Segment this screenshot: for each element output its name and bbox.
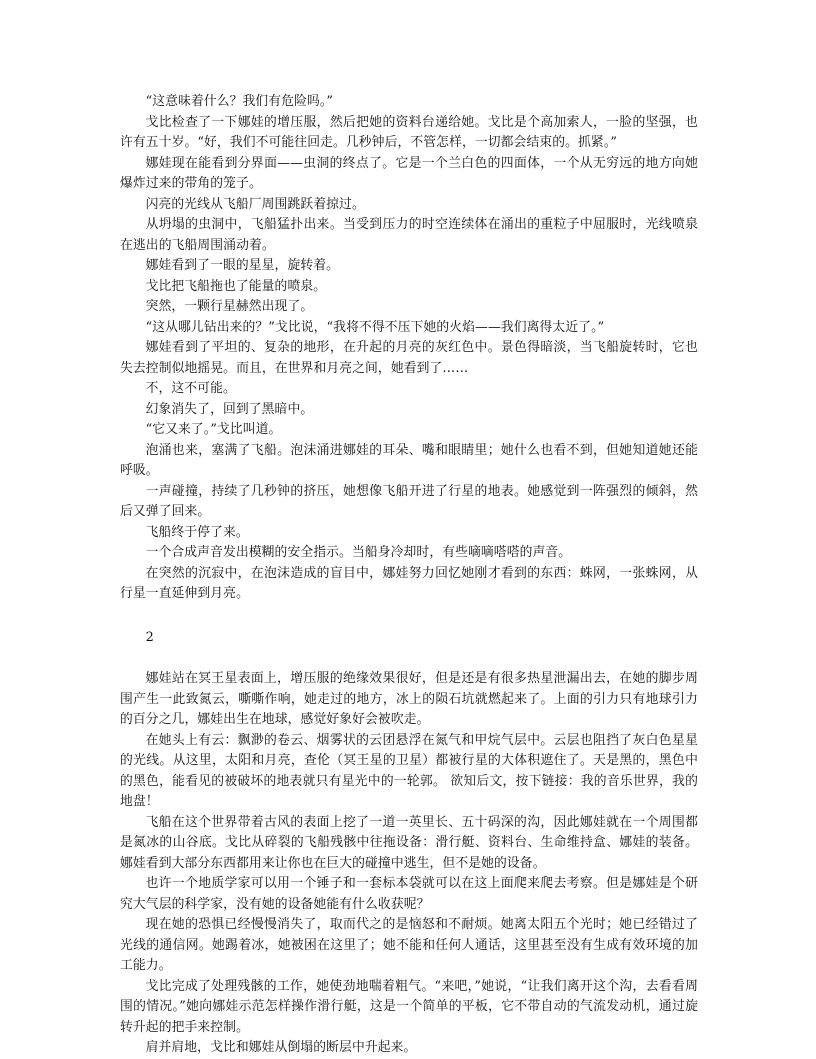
section-number: 2 (145, 629, 154, 645)
paragraph: 戈比把飞船拖也了能量的喷泉。 (145, 278, 327, 294)
paragraph: 戈比完成了处理残骸的工作，她使劲地喘着粗气。“来吧，”她说，“让我们离开这个沟，去看看周围的情况。”她向娜娃示范怎样操作滑行艇，这是一个简单的平板，它不带自动的气流发动机，通过旋转升起的把手来控制。 (120, 978, 698, 1035)
paragraph: 娜娃站在冥王星表面上，增压服的绝缘效果很好，但是还是有很多热星泄漏出去，在她的脚步周围产生一此致氮云，嘶嘶作响，她走过的地方，冰上的陨石坑就燃起来了。上面的引力只有地球引力的百分之几，娜娃出生在地球，感觉好象好会被吹走。 (120, 671, 698, 727)
paragraph: “这意味着什么？我们有危险吗。” (145, 94, 334, 109)
section-1 (120, 92, 698, 605)
paragraph: 娜娃现在能看到分界面——虫洞的终点了。它是一个兰白色的四面体，一个从无穷远的地方向她爆炸过来的带角的笼子。 (120, 155, 698, 191)
document-page (120, 92, 698, 1059)
paragraph: “它又来了。”戈比叫道。 (145, 422, 282, 437)
paragraph: 现在她的恐惧已经慢慢消失了，取而代之的是恼怒和不耐烦。她离太阳五个光时；她已经错过了光线的通信网。她踢着冰，她被困在这里了；她不能和任何人通话，这里甚至没有生成有效环境的加工能力。 (120, 917, 698, 973)
paragraph: 飞船在这个世界带着古风的表面上挖了一道一英里长、五十码深的沟，因此娜娃就在一个周围都是氮冰的山谷底。戈比从碎裂的飞船残骸中往拖设备：滑行艇、资料台、生命维持盒、娜娃的装备。娜娃看到大部分东西都用来让你也在巨大的碰撞中逃生，但不是她的设备。 (120, 814, 698, 871)
paragraph: 在突然的沉寂中，在泡沫造成的盲目中，娜娃努力回忆她刚才看到的东西：蛛网，一张蛛网，从行星一直延伸到月亮。 (120, 565, 698, 601)
paragraph: 飞船终于停了来。 (145, 524, 249, 540)
paragraph: 一个合成声音发出模糊的安全指示。当船身冷却时，有些嘀嘀嗒嗒的声音。 (145, 545, 572, 560)
paragraph: 娜娃看到了平坦的、复杂的地形，在升起的月亮的灰红色中。景色得暗淡，当飞船旋转时，它也失去控制似地摇晃。而且，在世界和月亮之间，她看到了…… (120, 340, 698, 376)
paragraph: “这从哪儿钻出来的？”戈比说，“我将不得不压下她的火焰——我们离得太近了。” (145, 319, 605, 335)
paragraph: 闪亮的光线从飞船厂周围跳跃着掠过。 (145, 196, 365, 212)
paragraph: 娜娃看到了一眼的星星，旋转着。 (145, 258, 340, 273)
paragraph: 在她头上有云：飘渺的卷云、烟雾状的云团悬浮在氮气和甲烷气层中。云层也阻挡了灰白色星星的光线。从这里，太阳和月亮，查伦（冥王星的卫星）都被行星的大体积遮住了。天是黑的，黑色中的黑色，能看见的被破坏的地表就只有星光中的一轮郭。 欲知后文，按下链接：我的音乐世界，我的地盘！ (120, 732, 698, 809)
paragraph: 泡涌也来，塞满了飞船。泡沫涌进娜娃的耳朵、嘴和眼睛里；她什么也看不到，但她知道她还能呼吸。 (120, 442, 698, 478)
paragraph: 幻象消失了，回到了黑暗中。 (145, 401, 314, 417)
paragraph: 不，这不可能。 (145, 381, 236, 396)
paragraph: 一声碰撞，持续了几秒钟的挤压，她想像飞船开进了行星的地表。她感觉到一阵强烈的倾斜，然后又弹了回来。 (120, 483, 698, 519)
paragraph: 戈比检查了一下娜娃的增压服，然后把她的资料台递给她。戈比是个高加索人，一脸的坚强，也许有五十岁。“好，我们不可能往回走。几秒钟后，不管怎样，一切都会结束的。抓紧。” (120, 114, 698, 150)
paragraph: 也许一个地质学家可以用一个锤子和一套标本袋就可以在这上面爬来爬去考察。但是娜娃是个研究大气层的科学家，没有她的设备她能有什么收获呢？ (120, 876, 698, 912)
paragraph: 肩并肩地，戈比和娜娃从倒塌的断层中升起来。 (145, 1040, 417, 1055)
section-2 (120, 669, 698, 1059)
paragraph: 突然，一颗行星赫然出现了。 (145, 299, 314, 314)
paragraph: 从坍塌的虫洞中，飞船猛扑出来。当受到压力的时空连续体在涌出的重粒子中屈服时，光线喷泉在逃出的飞船周围涌动着。 (120, 217, 698, 253)
